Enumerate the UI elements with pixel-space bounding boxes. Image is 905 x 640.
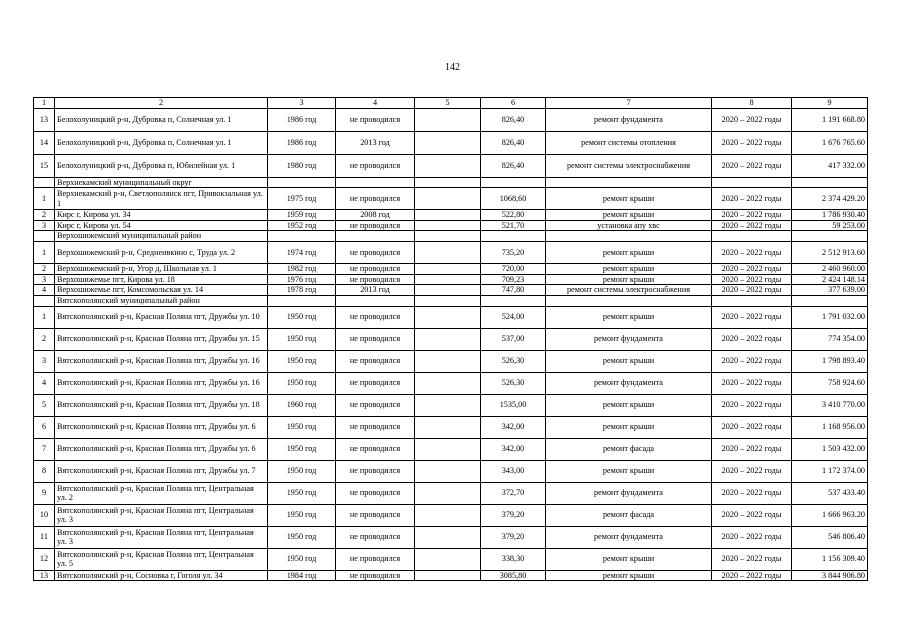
- work-type-cell: ремонт фасада: [546, 438, 712, 460]
- section-blank-cell: [481, 177, 546, 188]
- area-cell: 826,40: [481, 108, 546, 131]
- cost-cell: 1 503 432.00: [792, 438, 868, 460]
- row-number-cell: 2: [34, 264, 55, 275]
- last-repair-cell: не проводился: [336, 264, 415, 275]
- table-row: [34, 548, 868, 570]
- column-5-cell: [415, 306, 481, 328]
- last-repair-cell: не проводился: [336, 460, 415, 482]
- area-cell: 537,00: [481, 328, 546, 350]
- area-cell: 379,20: [481, 504, 546, 526]
- column-5-cell: [415, 131, 481, 154]
- cost-cell: 59 253.00: [792, 220, 868, 231]
- table-row: [34, 274, 868, 285]
- address-cell: Вятскополянский р-н, Красная Поляна пгт, Дружбы ул. 15: [55, 328, 268, 350]
- row-number-cell: 10: [34, 504, 55, 526]
- construction-year-cell: 1950 год: [268, 416, 336, 438]
- column-5-cell: [415, 460, 481, 482]
- row-number-cell: 6: [34, 416, 55, 438]
- last-repair-cell: не проводился: [336, 306, 415, 328]
- column-5-cell: [415, 220, 481, 231]
- row-number-cell: 2: [34, 210, 55, 221]
- row-number-cell: 1: [34, 242, 55, 264]
- address-cell: Вятскополянский р-н, Красная Поляна пгт, Центральная ул. 2: [55, 482, 268, 504]
- section-blank-cell: [712, 295, 792, 306]
- section-blank-cell: [336, 177, 415, 188]
- last-repair-cell: не проводился: [336, 504, 415, 526]
- row-number-cell: 9: [34, 482, 55, 504]
- table-row: [34, 460, 868, 482]
- address-cell: Вятскополянский р-н, Красная Поляна пгт, Дружбы ул. 18: [55, 394, 268, 416]
- work-type-cell: ремонт крыши: [546, 460, 712, 482]
- last-repair-cell: не проводился: [336, 220, 415, 231]
- area-cell: 735,20: [481, 242, 546, 264]
- row-number-cell: 13: [34, 108, 55, 131]
- period-cell: 2020 – 2022 годы: [712, 154, 792, 177]
- section-blank-cell: [336, 231, 415, 242]
- header-cell: 8: [712, 98, 792, 109]
- last-repair-cell: 2013 год: [336, 131, 415, 154]
- section-heading-row: [34, 177, 868, 188]
- cost-cell: 1 666 963.20: [792, 504, 868, 526]
- area-cell: 338,30: [481, 548, 546, 570]
- period-cell: 2020 – 2022 годы: [712, 350, 792, 372]
- last-repair-cell: не проводился: [336, 274, 415, 285]
- table-row: [34, 154, 868, 177]
- construction-year-cell: 1974 год: [268, 242, 336, 264]
- address-cell: Вятскополянский р-н, Красная Поляна пгт, Дружбы ул. 10: [55, 306, 268, 328]
- last-repair-cell: не проводился: [336, 526, 415, 548]
- table-row: [34, 210, 868, 221]
- cost-cell: 1 676 765.60: [792, 131, 868, 154]
- section-heading-row: [34, 231, 868, 242]
- address-cell: Белохолуницкий р-н, Дубровка п, Солнечная ул. 1: [55, 108, 268, 131]
- period-cell: 2020 – 2022 годы: [712, 416, 792, 438]
- table-row: [34, 188, 868, 210]
- table-row: [34, 438, 868, 460]
- period-cell: 2020 – 2022 годы: [712, 220, 792, 231]
- column-5-cell: [415, 242, 481, 264]
- work-type-cell: ремонт фундамента: [546, 526, 712, 548]
- construction-year-cell: 1950 год: [268, 526, 336, 548]
- table-row: [34, 394, 868, 416]
- row-number-cell: 1: [34, 188, 55, 210]
- cost-cell: 2 374 429.20: [792, 188, 868, 210]
- section-blank-cell: [268, 177, 336, 188]
- section-blank-cell: [415, 295, 481, 306]
- section-blank-cell: [546, 231, 712, 242]
- table-row: [34, 131, 868, 154]
- section-blank-cell: [268, 295, 336, 306]
- section-blank-cell: [481, 295, 546, 306]
- last-repair-cell: 2013 год: [336, 285, 415, 296]
- cost-cell: 774 354.00: [792, 328, 868, 350]
- last-repair-cell: не проводился: [336, 188, 415, 210]
- work-type-cell: ремонт фундамента: [546, 108, 712, 131]
- cost-cell: 377 639.00: [792, 285, 868, 296]
- column-5-cell: [415, 548, 481, 570]
- area-cell: 826,40: [481, 154, 546, 177]
- work-type-cell: ремонт системы отопления: [546, 131, 712, 154]
- column-5-cell: [415, 108, 481, 131]
- row-number-cell: 8: [34, 460, 55, 482]
- period-cell: 2020 – 2022 годы: [712, 504, 792, 526]
- area-cell: 342,00: [481, 438, 546, 460]
- column-5-cell: [415, 285, 481, 296]
- area-cell: 526,30: [481, 350, 546, 372]
- row-number-cell: 11: [34, 526, 55, 548]
- column-5-cell: [415, 154, 481, 177]
- work-type-cell: ремонт крыши: [546, 274, 712, 285]
- period-cell: 2020 – 2022 годы: [712, 526, 792, 548]
- table-row: [34, 264, 868, 275]
- period-cell: 2020 – 2022 годы: [712, 394, 792, 416]
- cost-cell: 417 332.00: [792, 154, 868, 177]
- column-5-cell: [415, 394, 481, 416]
- cost-cell: 2 460 960.00: [792, 264, 868, 275]
- area-cell: 709,23: [481, 274, 546, 285]
- area-cell: 379,20: [481, 526, 546, 548]
- period-cell: 2020 – 2022 годы: [712, 210, 792, 221]
- table-row: [34, 108, 868, 131]
- cost-cell: 1 191 668.80: [792, 108, 868, 131]
- header-cell: 1: [34, 98, 55, 109]
- last-repair-cell: не проводился: [336, 570, 415, 581]
- construction-year-cell: 1952 год: [268, 220, 336, 231]
- column-number-header-row: [34, 98, 868, 109]
- table-row: [34, 306, 868, 328]
- column-5-cell: [415, 438, 481, 460]
- area-cell: 747,80: [481, 285, 546, 296]
- cost-cell: 3 410 770.00: [792, 394, 868, 416]
- column-5-cell: [415, 526, 481, 548]
- section-title: Вятскополянский муниципальный район: [55, 295, 268, 306]
- repair-register-table: [33, 97, 868, 581]
- construction-year-cell: 1950 год: [268, 504, 336, 526]
- last-repair-cell: не проводился: [336, 108, 415, 131]
- cost-cell: 758 924.60: [792, 372, 868, 394]
- header-cell: 7: [546, 98, 712, 109]
- area-cell: 526,30: [481, 372, 546, 394]
- page-number: 142: [445, 62, 460, 73]
- period-cell: 2020 – 2022 годы: [712, 108, 792, 131]
- section-blank-cell: [792, 231, 868, 242]
- column-5-cell: [415, 416, 481, 438]
- last-repair-cell: не проводился: [336, 438, 415, 460]
- address-cell: Кирс г, Кирова ул. 54: [55, 220, 268, 231]
- period-cell: 2020 – 2022 годы: [712, 460, 792, 482]
- construction-year-cell: 1959 год: [268, 210, 336, 221]
- header-cell: 3: [268, 98, 336, 109]
- area-cell: 343,00: [481, 460, 546, 482]
- section-blank-cell: [336, 295, 415, 306]
- work-type-cell: ремонт крыши: [546, 306, 712, 328]
- cost-cell: 1 798 893.40: [792, 350, 868, 372]
- column-5-cell: [415, 482, 481, 504]
- column-5-cell: [415, 372, 481, 394]
- header-cell: 2: [55, 98, 268, 109]
- period-cell: 2020 – 2022 годы: [712, 242, 792, 264]
- column-5-cell: [415, 570, 481, 581]
- period-cell: 2020 – 2022 годы: [712, 328, 792, 350]
- work-type-cell: ремонт крыши: [546, 242, 712, 264]
- table-row: [34, 570, 868, 581]
- last-repair-cell: не проводился: [336, 328, 415, 350]
- work-type-cell: ремонт системы электроснабжения: [546, 285, 712, 296]
- table-row: [34, 242, 868, 264]
- address-cell: Верхошижемский р-н, Среднеивкино с, Труда ул. 2: [55, 242, 268, 264]
- row-number-cell: 4: [34, 372, 55, 394]
- work-type-cell: ремонт системы электроснабжения: [546, 154, 712, 177]
- address-cell: Белохолуницкий р-н, Дубровка п, Солнечная ул. 1: [55, 131, 268, 154]
- area-cell: 3085,80: [481, 570, 546, 581]
- construction-year-cell: 1950 год: [268, 350, 336, 372]
- period-cell: 2020 – 2022 годы: [712, 570, 792, 581]
- column-5-cell: [415, 210, 481, 221]
- section-blank-cell: [712, 231, 792, 242]
- work-type-cell: ремонт фундамента: [546, 328, 712, 350]
- last-repair-cell: не проводился: [336, 548, 415, 570]
- work-type-cell: установка апу хвс: [546, 220, 712, 231]
- period-cell: 2020 – 2022 годы: [712, 188, 792, 210]
- cost-cell: 2 512 913.60: [792, 242, 868, 264]
- work-type-cell: ремонт фундамента: [546, 372, 712, 394]
- section-blank-cell: [34, 295, 55, 306]
- period-cell: 2020 – 2022 годы: [712, 264, 792, 275]
- construction-year-cell: 1950 год: [268, 372, 336, 394]
- address-cell: Вятскополянский р-н, Красная Поляна пгт, Центральная ул. 3: [55, 526, 268, 548]
- construction-year-cell: 1950 год: [268, 548, 336, 570]
- header-cell: 4: [336, 98, 415, 109]
- period-cell: 2020 – 2022 годы: [712, 306, 792, 328]
- column-5-cell: [415, 350, 481, 372]
- header-cell: 9: [792, 98, 868, 109]
- construction-year-cell: 1950 год: [268, 438, 336, 460]
- last-repair-cell: не проводился: [336, 482, 415, 504]
- address-cell: Вятскополянский р-н, Красная Поляна пгт, Центральная ул. 5: [55, 548, 268, 570]
- address-cell: Верхошижемье пгт, Кирова ул. 18: [55, 274, 268, 285]
- work-type-cell: ремонт крыши: [546, 394, 712, 416]
- construction-year-cell: 1960 год: [268, 394, 336, 416]
- section-heading-row: [34, 295, 868, 306]
- construction-year-cell: 1984 год: [268, 570, 336, 581]
- table-row: [34, 504, 868, 526]
- address-cell: Вятскополянский р-н, Красная Поляна пгт, Дружбы ул. 6: [55, 438, 268, 460]
- construction-year-cell: 1976 год: [268, 274, 336, 285]
- table-row: [34, 350, 868, 372]
- work-type-cell: ремонт крыши: [546, 264, 712, 275]
- row-number-cell: 12: [34, 548, 55, 570]
- last-repair-cell: 2008 год: [336, 210, 415, 221]
- address-cell: Вятскополянский р-н, Красная Поляна пгт, Дружбы ул. 16: [55, 350, 268, 372]
- header-cell: 5: [415, 98, 481, 109]
- row-number-cell: 4: [34, 285, 55, 296]
- period-cell: 2020 – 2022 годы: [712, 548, 792, 570]
- address-cell: Белохолуницкий р-н, Дубровка п, Юбилейная ул. 1: [55, 154, 268, 177]
- area-cell: 1535,00: [481, 394, 546, 416]
- section-title: Верхошижемский муниципальный район: [55, 231, 268, 242]
- section-blank-cell: [546, 177, 712, 188]
- address-cell: Верхошижемье пгт, Комсомольская ул. 14: [55, 285, 268, 296]
- row-number-cell: 7: [34, 438, 55, 460]
- column-5-cell: [415, 274, 481, 285]
- construction-year-cell: 1950 год: [268, 328, 336, 350]
- construction-year-cell: 1950 год: [268, 460, 336, 482]
- cost-cell: 1 168 956.00: [792, 416, 868, 438]
- work-type-cell: ремонт фасада: [546, 504, 712, 526]
- row-number-cell: 5: [34, 394, 55, 416]
- table-row: [34, 416, 868, 438]
- row-number-cell: 13: [34, 570, 55, 581]
- work-type-cell: ремонт крыши: [546, 570, 712, 581]
- section-blank-cell: [34, 177, 55, 188]
- construction-year-cell: 1986 год: [268, 131, 336, 154]
- work-type-cell: ремонт крыши: [546, 548, 712, 570]
- cost-cell: 537 433.40: [792, 482, 868, 504]
- area-cell: 342,00: [481, 416, 546, 438]
- table-row: [34, 285, 868, 296]
- construction-year-cell: 1980 год: [268, 154, 336, 177]
- area-cell: 524,00: [481, 306, 546, 328]
- section-blank-cell: [415, 177, 481, 188]
- area-cell: 720,00: [481, 264, 546, 275]
- section-blank-cell: [481, 231, 546, 242]
- last-repair-cell: не проводился: [336, 154, 415, 177]
- table-row: [34, 328, 868, 350]
- area-cell: 826,40: [481, 131, 546, 154]
- period-cell: 2020 – 2022 годы: [712, 131, 792, 154]
- period-cell: 2020 – 2022 годы: [712, 482, 792, 504]
- section-blank-cell: [792, 177, 868, 188]
- period-cell: 2020 – 2022 годы: [712, 438, 792, 460]
- row-number-cell: 3: [34, 350, 55, 372]
- construction-year-cell: 1986 год: [268, 108, 336, 131]
- last-repair-cell: не проводился: [336, 350, 415, 372]
- section-blank-cell: [792, 295, 868, 306]
- section-blank-cell: [712, 177, 792, 188]
- table-row: [34, 220, 868, 231]
- row-number-cell: 15: [34, 154, 55, 177]
- column-5-cell: [415, 328, 481, 350]
- row-number-cell: 1: [34, 306, 55, 328]
- section-title: Верхнекамский муниципальный округ: [55, 177, 268, 188]
- cost-cell: 546 806.40: [792, 526, 868, 548]
- cost-cell: 1 786 930.40: [792, 210, 868, 221]
- area-cell: 1068,60: [481, 188, 546, 210]
- area-cell: 522,80: [481, 210, 546, 221]
- address-cell: Кирс г, Кирова ул. 34: [55, 210, 268, 221]
- cost-cell: 2 424 148.14: [792, 274, 868, 285]
- header-cell: 6: [481, 98, 546, 109]
- address-cell: Вятскополянский р-н, Сосновка г, Гоголя ул. 34: [55, 570, 268, 581]
- work-type-cell: ремонт крыши: [546, 350, 712, 372]
- last-repair-cell: не проводился: [336, 394, 415, 416]
- row-number-cell: 2: [34, 328, 55, 350]
- last-repair-cell: не проводился: [336, 242, 415, 264]
- row-number-cell: 14: [34, 131, 55, 154]
- construction-year-cell: 1950 год: [268, 482, 336, 504]
- period-cell: 2020 – 2022 годы: [712, 274, 792, 285]
- column-5-cell: [415, 504, 481, 526]
- work-type-cell: ремонт крыши: [546, 416, 712, 438]
- address-cell: Верхнекамский р-н, Светлополянск пгт, Привокзальная ул. 1: [55, 188, 268, 210]
- cost-cell: 1 791 032.00: [792, 306, 868, 328]
- address-cell: Вятскополянский р-н, Красная Поляна пгт, Дружбы ул. 16: [55, 372, 268, 394]
- address-cell: Вятскополянский р-н, Красная Поляна пгт, Дружбы ул. 7: [55, 460, 268, 482]
- work-type-cell: ремонт фундамента: [546, 482, 712, 504]
- construction-year-cell: 1975 год: [268, 188, 336, 210]
- cost-cell: 1 172 374.00: [792, 460, 868, 482]
- period-cell: 2020 – 2022 годы: [712, 372, 792, 394]
- column-5-cell: [415, 264, 481, 275]
- table-row: [34, 372, 868, 394]
- area-cell: 521,70: [481, 220, 546, 231]
- construction-year-cell: 1982 год: [268, 264, 336, 275]
- period-cell: 2020 – 2022 годы: [712, 285, 792, 296]
- cost-cell: 1 156 309.40: [792, 548, 868, 570]
- address-cell: Вятскополянский р-н, Красная Поляна пгт, Центральная ул. 3: [55, 504, 268, 526]
- last-repair-cell: не проводился: [336, 416, 415, 438]
- work-type-cell: ремонт крыши: [546, 210, 712, 221]
- work-type-cell: ремонт крыши: [546, 188, 712, 210]
- section-blank-cell: [415, 231, 481, 242]
- row-number-cell: 3: [34, 274, 55, 285]
- row-number-cell: 3: [34, 220, 55, 231]
- construction-year-cell: 1950 год: [268, 306, 336, 328]
- column-5-cell: [415, 188, 481, 210]
- area-cell: 372,70: [481, 482, 546, 504]
- cost-cell: 3 844 906.80: [792, 570, 868, 581]
- section-blank-cell: [268, 231, 336, 242]
- section-blank-cell: [34, 231, 55, 242]
- construction-year-cell: 1978 год: [268, 285, 336, 296]
- last-repair-cell: не проводился: [336, 372, 415, 394]
- address-cell: Верхошижемский р-н, Угор д, Школьная ул. 1: [55, 264, 268, 275]
- table-row: [34, 526, 868, 548]
- address-cell: Вятскополянский р-н, Красная Поляна пгт, Дружбы ул. 6: [55, 416, 268, 438]
- table-row: [34, 482, 868, 504]
- section-blank-cell: [546, 295, 712, 306]
